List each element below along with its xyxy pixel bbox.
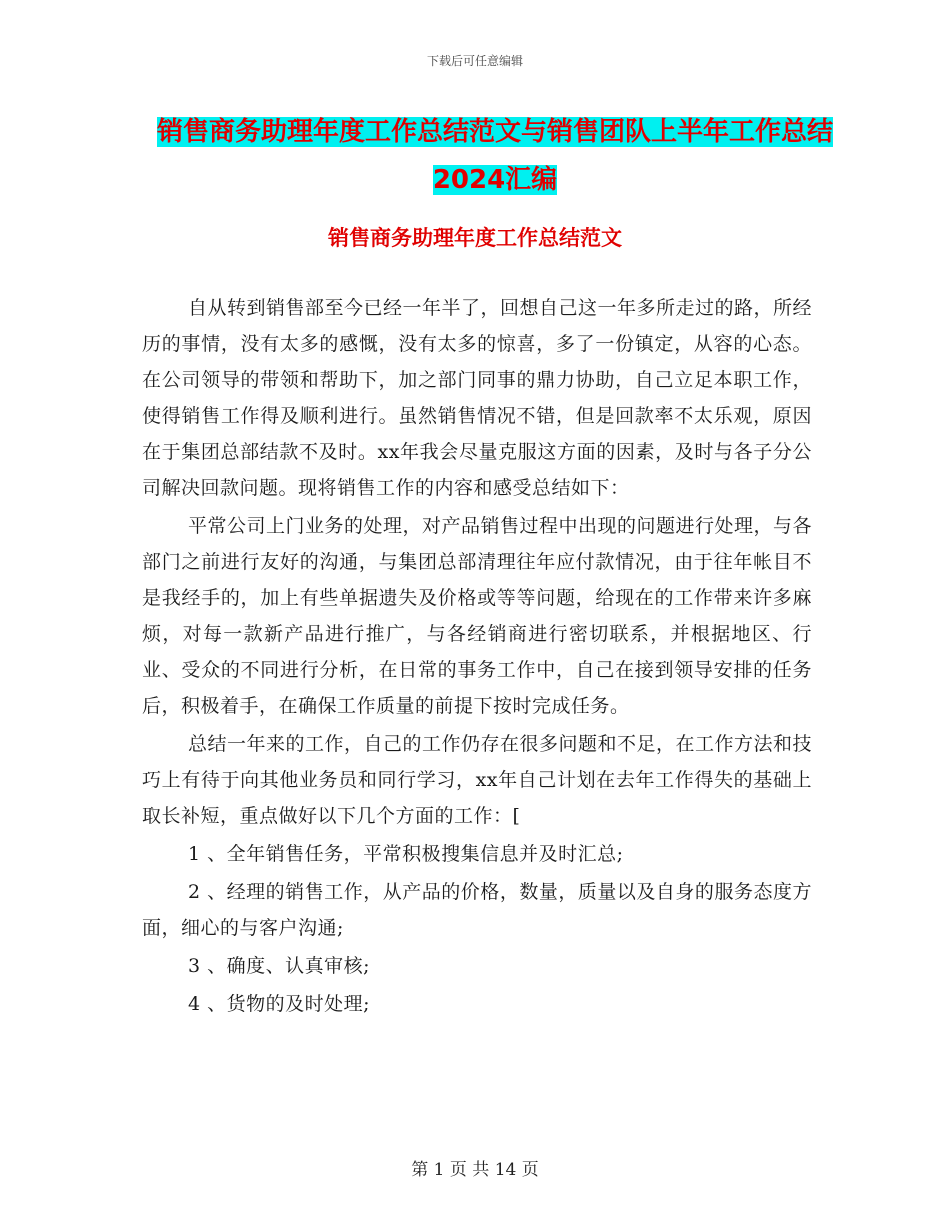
list-item: 4 、货物的及时处理; [188, 993, 371, 1015]
list-item: 3 、确度、认真审核; [188, 955, 371, 977]
list-item: 1 、全年销售任务，平常积极搜集信息并及时汇总; [188, 843, 624, 865]
page-number: 第 1 页 共 14 页 [411, 1160, 539, 1180]
section-title: 销售商务助理年度工作总结范文 [328, 226, 622, 250]
document-body [142, 290, 812, 1022]
document-title [145, 108, 845, 204]
header-note: 下载后可任意编辑 [426, 54, 523, 68]
paragraph: 平常公司上门业务的处理，对产品销售过程中出现的问题进行处理，与各部门之前进行友好的沟通，与集团总部清理往年应付款情况，由于往年帐目不是我经手的，加上有些单据遗失及价格或等等问题，给现在的工作带来许多麻烦，对每一款新产品进行推广，与各经销商进行密切联系，并根据地区、行业、受众的不同进行分析，在日常的事务工作中，自己在接到领导安排的任务后，积极着手，在确保工作质量的前提下按时完成任务。 [142, 515, 813, 717]
paragraph: 自从转到销售部至今已经一年半了，回想自己这一年多所走过的路，所经历的事情，没有太多的感慨，没有太多的惊喜，多了一份镇定，从容的心态。在公司领导的带领和帮助下，加之部门同事的鼎力协助，自己立足本职工作，使得销售工作得及顺利进行。虽然销售情况不错，但是回款率不太乐观，原因在于集团总部结款不及时。xx年我会尽量克服这方面的因素，及时与各子分公司解决回款问题。现将销售工作的内容和感受总结如下： [142, 297, 813, 499]
paragraph: 总结一年来的工作，自己的工作仍存在很多问题和不足，在工作方法和技巧上有待于向其他业务员和同行学习，xx年自己计划在去年工作得失的基础上取长补短，重点做好以下几个方面的工作：[ [142, 733, 813, 827]
list-item: 2 、经理的销售工作，从产品的价格，数量，质量以及自身的服务态度方面，细心的与客户沟通; [142, 881, 812, 939]
document-title-text: 销售商务助理年度工作总结范文与销售团队上半年工作总结2024汇编 [156, 117, 833, 195]
